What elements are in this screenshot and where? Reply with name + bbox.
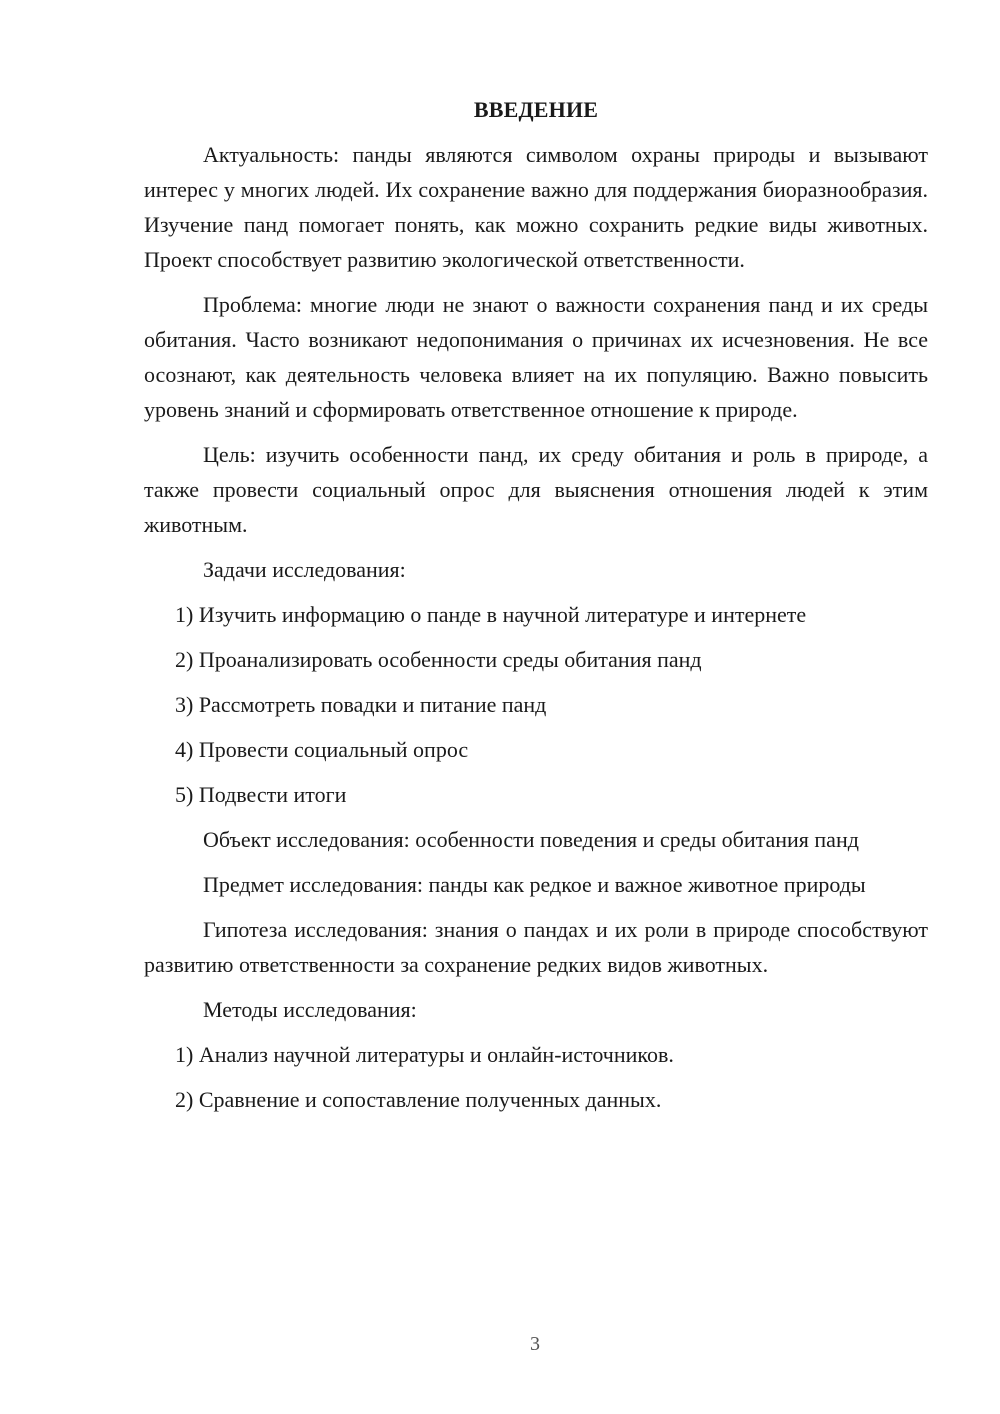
list-item: 4) Провести социальный опрос	[175, 737, 469, 762]
object-paragraph: Объект исследования: особенности поведения и среды обитания панд	[203, 827, 859, 852]
list-item: 1) Изучить информацию о панде в научной литературе и интернете	[175, 602, 807, 627]
list-item: 1) Анализ научной литературы и онлайн-источников.	[175, 1042, 674, 1067]
subject-paragraph: Предмет исследования: панды как редкое и важное животное природы	[203, 872, 866, 897]
tasks-heading: Задачи исследования:	[203, 557, 406, 582]
relevance-paragraph: Актуальность: панды являются символом охраны природы и вызывают интерес у многих людей. Их сохранение важно для поддержания биоразнообразия. Изучение панд помогает понять, как можно сохранить редкие виды животных. Проект способствует развитию экологической ответственности.	[144, 142, 928, 272]
list-item: 2) Проанализировать особенности среды обитания панд	[175, 647, 702, 672]
goal-paragraph: Цель: изучить особенности панд, их среду обитания и роль в природе, а также провести социальный опрос для выяснения отношения людей к этим животным.	[144, 442, 928, 537]
methods-heading: Методы исследования:	[203, 997, 417, 1022]
list-item: 5) Подвести итоги	[175, 782, 347, 807]
tasks-list	[144, 597, 928, 812]
hypothesis-paragraph: Гипотеза исследования: знания о пандах и их роли в природе способствуют развитию ответственности за сохранение редких видов животных.	[144, 917, 928, 977]
page-number: 3	[530, 1333, 540, 1355]
document-page	[144, 92, 928, 1127]
problem-paragraph: Проблема: многие люди не знают о важности сохранения панд и их среды обитания. Часто возникают недопонимания о причинах их исчезновения. Не все осознают, как деятельность человека влияет на их популяцию. Важно повысить уровень знаний и сформировать ответственное отношение к природе.	[144, 292, 928, 422]
list-item: 2) Сравнение и сопоставление полученных данных.	[175, 1087, 662, 1112]
methods-list	[144, 1037, 928, 1117]
list-item: 3) Рассмотреть повадки и питание панд	[175, 692, 547, 717]
section-title: ВВЕДЕНИЕ	[473, 97, 599, 122]
